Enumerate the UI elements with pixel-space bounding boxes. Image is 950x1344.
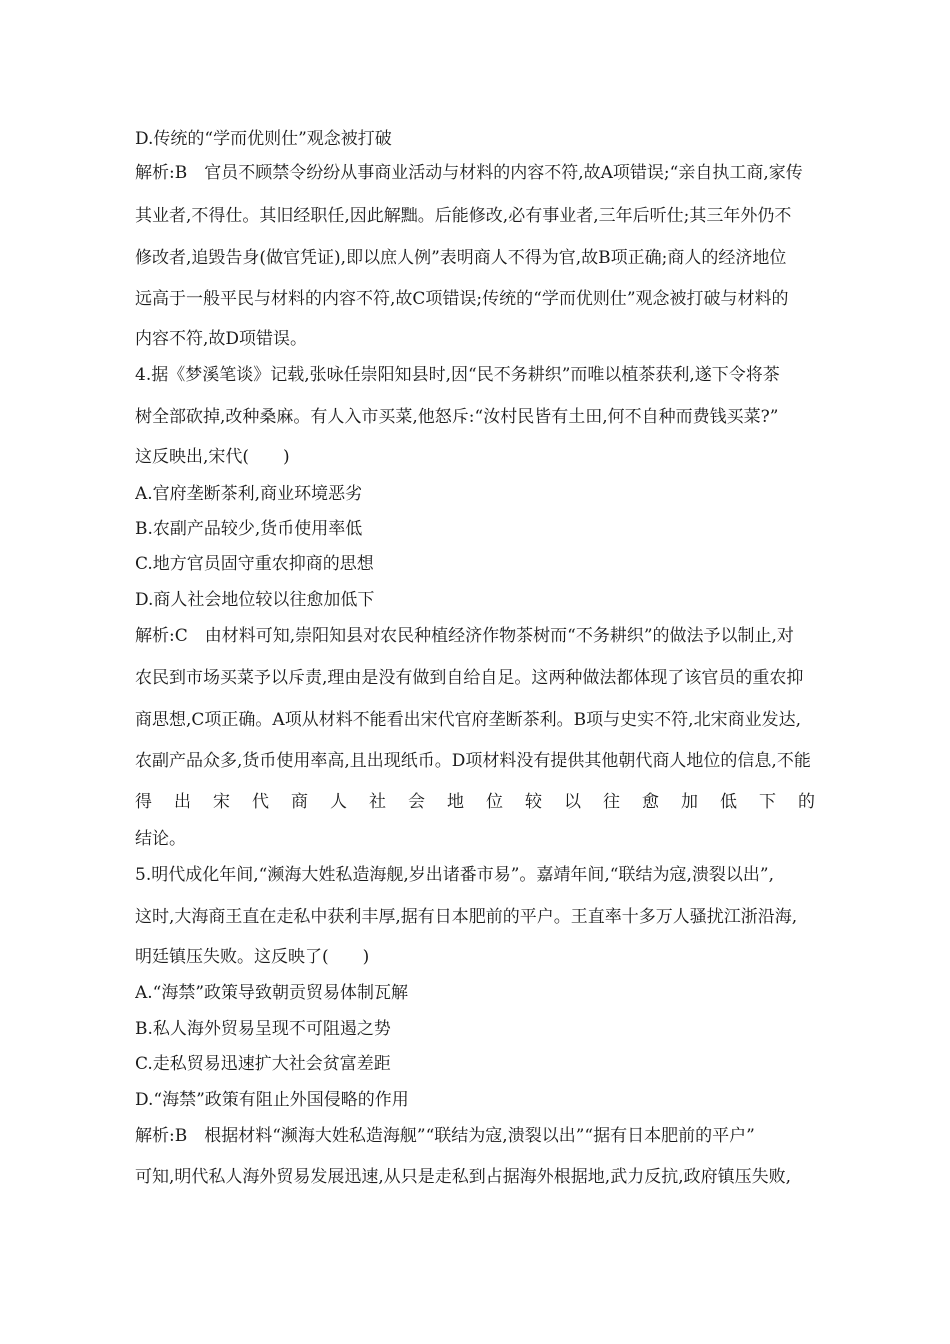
spaced-char: 的	[798, 792, 815, 812]
analysis-line: 农民到市场买菜予以斥责,理由是没有做到自给自足。这两种做法都体现了该官员的重农抑	[135, 668, 804, 688]
option-b: B.私人海外贸易呈现不可阻遏之势	[135, 1019, 391, 1039]
analysis-line: 修改者,追毁告身(做官凭证),即以庶人例”表明商人不得为官,故B项正确;商人的经济地位	[135, 248, 787, 268]
spaced-char: 会	[408, 792, 425, 812]
analysis-line: 解析:B 根据材料“濒海大姓私造海舰”“联结为寇,溃裂以出”“据有日本肥前的平户”	[135, 1126, 755, 1146]
spaced-char: 低	[720, 792, 737, 812]
spaced-char: 出	[174, 792, 191, 812]
question-line: 5.明代成化年间,“濒海大姓私造海舰,岁出诸番市易”。嘉靖年间,“联结为寇,溃裂以出”,	[135, 865, 775, 885]
spaced-char: 以	[564, 792, 581, 812]
question-line: 这时,大海商王直在走私中获利丰厚,据有日本肥前的平户。王直率十多万人骚扰江浙沿海,	[135, 907, 798, 927]
analysis-line: 内容不符,故D项错误。	[135, 329, 308, 349]
analysis-line: 农副产品众多,货币使用率高,且出现纸币。D项材料没有提供其他朝代商人地位的信息,不能	[135, 751, 811, 771]
analysis-line: 解析:C 由材料可知,崇阳知县对农民种植经济作物茶树而“不务耕织”的做法予以制止,对	[135, 626, 794, 646]
analysis-line: 其业者,不得仕。其旧经职任,因此解黜。后能修改,必有事业者,三年后听仕;其三年外仍不	[135, 206, 792, 226]
question-line: 4.据《梦溪笔谈》记载,张咏任崇阳知县时,因“民不务耕织”而唯以植茶获利,遂下令将茶	[135, 365, 780, 385]
analysis-line: 结论。	[135, 829, 186, 849]
spaced-char: 商	[291, 792, 308, 812]
spaced-char: 下	[759, 792, 776, 812]
analysis-line: 远高于一般平民与材料的内容不符,故C项错误;传统的“学而优则仕”观念被打破与材料的	[135, 289, 789, 309]
option-line: D.传统的“学而优则仕”观念被打破	[135, 129, 392, 149]
option-c: C.走私贸易迅速扩大社会贫富差距	[135, 1054, 391, 1074]
spaced-char: 宋	[213, 792, 230, 812]
question-line: 树全部砍掉,改种桑麻。有人入市买菜,他怒斥:“汝村民皆有土田,何不自种而费钱买菜?”	[135, 407, 779, 427]
spaced-char: 人	[330, 792, 347, 812]
analysis-line: 商思想,C项正确。A项从材料不能看出宋代官府垄断茶利。B项与史实不符,北宋商业发达,	[135, 710, 801, 730]
question-line: 这反映出,宋代( )	[135, 447, 290, 467]
spaced-char: 往	[603, 792, 620, 812]
spaced-char: 代	[252, 792, 269, 812]
spaced-char: 较	[525, 792, 542, 812]
spaced-char: 社	[369, 792, 386, 812]
spaced-char: 愈	[642, 792, 659, 812]
spaced-char: 得	[135, 792, 152, 812]
spaced-char: 加	[681, 792, 698, 812]
analysis-line-spaced	[135, 791, 815, 813]
option-a: A.“海禁”政策导致朝贡贸易体制瓦解	[135, 983, 409, 1003]
analysis-line: 可知,明代私人海外贸易发展迅速,从只是走私到占据海外根据地,武力反抗,政府镇压失败,	[135, 1167, 792, 1187]
option-b: B.农副产品较少,货币使用率低	[135, 519, 363, 539]
spaced-char: 位	[486, 792, 503, 812]
option-d: D.商人社会地位较以往愈加低下	[135, 590, 375, 610]
question-line: 明廷镇压失败。这反映了( )	[135, 947, 370, 967]
option-c: C.地方官员固守重农抑商的思想	[135, 554, 374, 574]
spaced-char: 地	[447, 792, 464, 812]
option-a: A.官府垄断茶利,商业环境恶劣	[135, 484, 363, 504]
option-d: D.“海禁”政策有阻止外国侵略的作用	[135, 1090, 409, 1110]
analysis-line: 解析:B 官员不顾禁令纷纷从事商业活动与材料的内容不符,故A项错误;“亲自执工商,家传	[135, 163, 803, 183]
